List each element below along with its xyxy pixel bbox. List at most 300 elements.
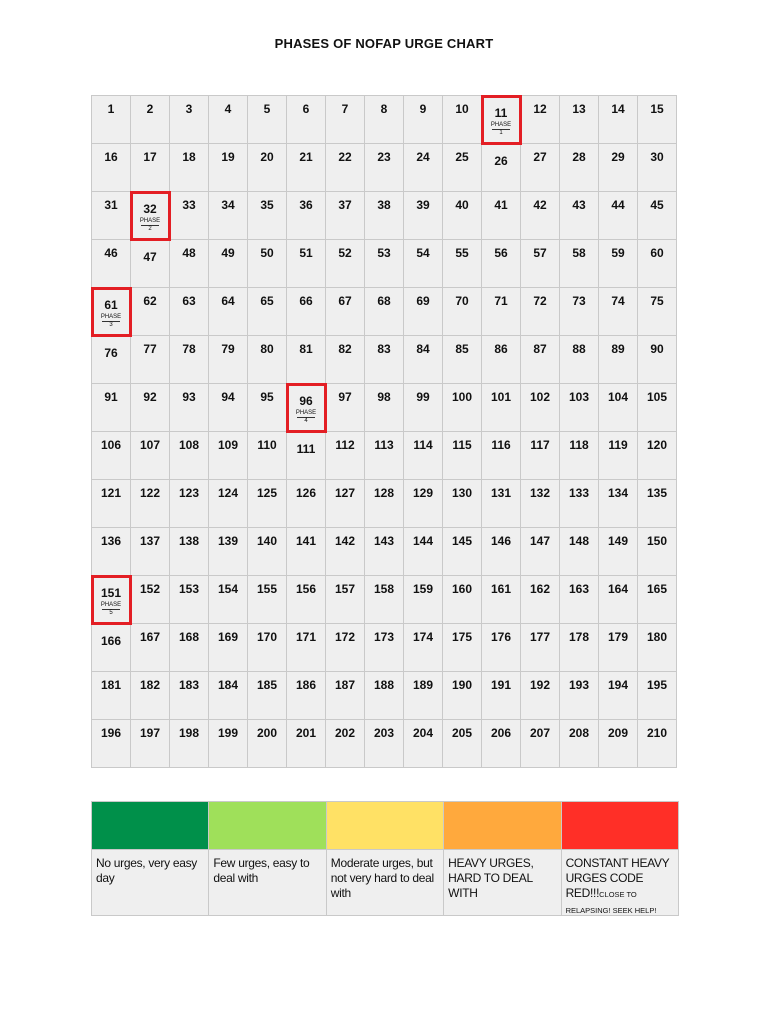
day-cell	[404, 672, 443, 720]
day-number: 10	[455, 102, 469, 116]
day-number: 116	[491, 438, 511, 452]
day-cell	[521, 144, 560, 192]
day-cell	[209, 672, 248, 720]
day-number: 115	[452, 438, 472, 452]
day-number: 93	[182, 390, 196, 404]
day-number: 34	[221, 198, 235, 212]
legend-text: Moderate urges, but not very hard to deal with	[330, 856, 434, 900]
day-cell	[365, 240, 404, 288]
day-number: 131	[490, 486, 512, 500]
day-number: 82	[338, 342, 352, 356]
day-number: 205	[451, 726, 473, 740]
day-cell	[482, 336, 521, 384]
day-cell	[404, 720, 443, 768]
day-number: 69	[416, 294, 430, 308]
day-number: 7	[341, 102, 349, 116]
day-number: 71	[494, 294, 508, 308]
day-cell	[443, 624, 482, 672]
day-cell	[638, 240, 677, 288]
phase-label: PHASE 3	[100, 314, 122, 328]
day-number: 182	[139, 678, 161, 692]
day-number: 107	[139, 438, 161, 452]
day-number: 112	[335, 438, 355, 452]
day-number: 28	[572, 150, 586, 164]
day-number: 70	[455, 294, 469, 308]
day-number: 2	[146, 102, 154, 116]
day-cell	[92, 432, 131, 480]
legend-note: CLOSE TO RELAPSING! SEEK HELP!	[565, 890, 657, 915]
day-number: 209	[607, 726, 629, 740]
day-number: 39	[416, 198, 430, 212]
day-cell	[365, 336, 404, 384]
day-cell	[599, 432, 638, 480]
day-cell	[599, 672, 638, 720]
day-cell	[521, 480, 560, 528]
day-number: 61	[104, 298, 118, 312]
day-cell	[170, 144, 209, 192]
day-number: 158	[373, 582, 395, 596]
day-number: 154	[217, 582, 239, 596]
day-number: 96	[299, 394, 313, 408]
day-cell	[560, 288, 599, 336]
day-number: 149	[607, 534, 629, 548]
day-number: 202	[334, 726, 356, 740]
legend-description	[209, 850, 326, 916]
day-cell	[443, 720, 482, 768]
legend-text: CONSTANT HEAVY URGES CODE RED!!!	[565, 856, 670, 900]
legend-swatch	[327, 802, 444, 850]
day-number: 81	[299, 342, 313, 356]
day-cell	[170, 336, 209, 384]
day-cell	[599, 480, 638, 528]
day-cell	[92, 384, 131, 432]
day-number: 55	[455, 246, 469, 260]
day-cell	[209, 624, 248, 672]
day-number: 4	[224, 102, 232, 116]
day-number: 21	[299, 150, 313, 164]
day-number: 66	[299, 294, 313, 308]
day-number: 113	[374, 438, 394, 452]
day-number: 129	[412, 486, 434, 500]
day-cell	[404, 528, 443, 576]
day-number: 46	[104, 246, 118, 260]
day-cell	[482, 528, 521, 576]
day-number: 164	[607, 582, 629, 596]
day-cell	[248, 528, 287, 576]
day-number: 90	[650, 342, 664, 356]
day-cell	[443, 192, 482, 240]
day-number: 6	[302, 102, 310, 116]
day-number: 173	[373, 630, 395, 644]
day-number: 25	[455, 150, 469, 164]
day-cell	[170, 672, 209, 720]
day-number: 17	[143, 150, 157, 164]
day-number: 161	[490, 582, 512, 596]
day-number: 146	[490, 534, 512, 548]
day-cell	[599, 624, 638, 672]
day-number: 76	[104, 346, 118, 360]
day-number: 184	[217, 678, 239, 692]
day-number: 139	[217, 534, 239, 548]
day-cell	[443, 144, 482, 192]
day-cell	[131, 528, 170, 576]
day-cell	[599, 240, 638, 288]
day-number: 110	[257, 438, 277, 452]
day-cell	[170, 384, 209, 432]
day-number: 79	[221, 342, 235, 356]
day-cell	[170, 432, 209, 480]
day-cell	[131, 672, 170, 720]
day-number: 186	[295, 678, 317, 692]
day-cell	[560, 720, 599, 768]
day-number: 64	[221, 294, 235, 308]
day-cell	[560, 432, 599, 480]
day-cell	[638, 528, 677, 576]
day-cell	[560, 480, 599, 528]
day-cell	[248, 720, 287, 768]
phase-label: PHASE 1	[490, 122, 512, 136]
day-cell	[638, 144, 677, 192]
day-number: 62	[143, 294, 157, 308]
day-cell	[326, 240, 365, 288]
day-number: 143	[373, 534, 395, 548]
day-number: 208	[568, 726, 590, 740]
day-cell	[326, 528, 365, 576]
day-cell	[209, 336, 248, 384]
urge-legend	[91, 801, 679, 916]
day-number: 195	[646, 678, 668, 692]
day-cell	[443, 432, 482, 480]
day-number: 14	[611, 102, 625, 116]
day-number: 165	[646, 582, 668, 596]
day-cell	[326, 480, 365, 528]
phase-cell	[92, 576, 131, 624]
day-cell	[560, 96, 599, 144]
day-number: 125	[256, 486, 278, 500]
day-number: 3	[185, 102, 193, 116]
day-number: 179	[607, 630, 629, 644]
day-number: 15	[650, 102, 664, 116]
day-number: 136	[100, 534, 122, 548]
day-cell	[560, 528, 599, 576]
day-number: 45	[650, 198, 664, 212]
day-number: 199	[217, 726, 239, 740]
day-cell	[482, 384, 521, 432]
day-number: 117	[530, 438, 550, 452]
day-cell	[599, 720, 638, 768]
day-number: 38	[377, 198, 391, 212]
day-number: 47	[143, 250, 157, 264]
day-number: 189	[412, 678, 434, 692]
day-number: 63	[182, 294, 196, 308]
day-cell	[560, 336, 599, 384]
day-number: 135	[646, 486, 668, 500]
day-cell	[482, 288, 521, 336]
day-cell	[287, 192, 326, 240]
day-cell	[521, 576, 560, 624]
day-number: 68	[377, 294, 391, 308]
day-cell	[287, 432, 326, 480]
day-cell	[209, 576, 248, 624]
day-cell	[326, 672, 365, 720]
day-number: 42	[533, 198, 547, 212]
day-cell	[92, 192, 131, 240]
day-number: 91	[104, 390, 118, 404]
day-cell	[131, 624, 170, 672]
day-cell	[638, 576, 677, 624]
day-cell	[365, 192, 404, 240]
day-number: 87	[533, 342, 547, 356]
day-cell	[326, 336, 365, 384]
day-number: 106	[100, 438, 122, 452]
day-number: 105	[646, 390, 668, 404]
day-cell	[209, 480, 248, 528]
day-number: 49	[221, 246, 235, 260]
day-number: 206	[490, 726, 512, 740]
day-number: 65	[260, 294, 274, 308]
day-cell	[521, 432, 560, 480]
phase-cell	[482, 96, 521, 144]
day-cell	[404, 192, 443, 240]
day-cell	[482, 672, 521, 720]
day-cell	[248, 96, 287, 144]
day-number: 26	[494, 154, 508, 168]
day-cell	[326, 624, 365, 672]
day-cell	[287, 624, 326, 672]
day-number: 141	[295, 534, 317, 548]
day-cell	[170, 528, 209, 576]
day-cell	[560, 384, 599, 432]
day-cell	[404, 480, 443, 528]
day-cell	[404, 96, 443, 144]
day-cell	[521, 96, 560, 144]
day-number: 126	[295, 486, 317, 500]
day-cell	[599, 528, 638, 576]
day-cell	[599, 336, 638, 384]
day-cell	[209, 432, 248, 480]
day-cell	[326, 432, 365, 480]
day-number: 20	[260, 150, 274, 164]
day-cell	[365, 144, 404, 192]
legend-text: HEAVY URGES, HARD TO DEAL WITH	[448, 856, 534, 900]
day-number: 51	[299, 246, 313, 260]
day-cell	[287, 288, 326, 336]
day-cell	[365, 576, 404, 624]
day-cell	[599, 192, 638, 240]
day-number: 121	[100, 486, 122, 500]
day-number: 156	[295, 582, 317, 596]
day-number: 180	[646, 630, 668, 644]
day-cell	[521, 240, 560, 288]
day-number: 9	[419, 102, 427, 116]
day-number: 130	[451, 486, 473, 500]
day-number: 175	[451, 630, 473, 644]
day-number: 196	[100, 726, 122, 740]
day-cell	[365, 624, 404, 672]
day-number: 134	[607, 486, 629, 500]
day-cell	[521, 528, 560, 576]
day-number: 35	[260, 198, 274, 212]
day-cell	[287, 480, 326, 528]
day-cell	[365, 528, 404, 576]
chart-title: PHASES OF NOFAP URGE CHART	[274, 36, 494, 51]
day-cell	[521, 672, 560, 720]
day-number: 152	[139, 582, 161, 596]
day-number: 36	[299, 198, 313, 212]
day-cell	[209, 528, 248, 576]
day-cell	[92, 480, 131, 528]
day-cell	[287, 336, 326, 384]
day-cell	[404, 576, 443, 624]
day-cell	[560, 672, 599, 720]
day-cell	[365, 384, 404, 432]
day-cell	[131, 240, 170, 288]
day-cell	[443, 384, 482, 432]
day-number: 109	[217, 438, 239, 452]
day-cell	[170, 624, 209, 672]
day-cell	[482, 192, 521, 240]
day-number: 172	[334, 630, 356, 644]
day-number: 120	[646, 438, 668, 452]
day-cell	[170, 192, 209, 240]
day-cell	[131, 384, 170, 432]
day-cell	[287, 528, 326, 576]
day-number: 170	[256, 630, 278, 644]
day-number: 174	[412, 630, 434, 644]
day-cell	[365, 96, 404, 144]
day-number: 19	[221, 150, 235, 164]
day-cell	[248, 576, 287, 624]
day-cell	[92, 528, 131, 576]
day-cell	[92, 720, 131, 768]
day-number: 67	[338, 294, 352, 308]
day-number: 5	[263, 102, 271, 116]
day-cell	[443, 240, 482, 288]
day-cell	[638, 192, 677, 240]
day-cell	[209, 720, 248, 768]
day-number: 169	[217, 630, 239, 644]
day-cell	[599, 144, 638, 192]
day-number: 98	[377, 390, 391, 404]
day-grid	[91, 95, 677, 768]
day-cell	[92, 336, 131, 384]
day-number: 191	[490, 678, 512, 692]
day-number: 48	[182, 246, 196, 260]
day-cell	[443, 480, 482, 528]
day-cell	[443, 672, 482, 720]
day-cell	[209, 288, 248, 336]
day-cell	[170, 96, 209, 144]
day-cell	[443, 96, 482, 144]
day-number: 132	[529, 486, 551, 500]
day-cell	[131, 336, 170, 384]
day-number: 176	[490, 630, 512, 644]
day-number: 31	[104, 198, 118, 212]
day-number: 137	[139, 534, 161, 548]
day-cell	[326, 288, 365, 336]
day-number: 155	[256, 582, 278, 596]
day-number: 74	[611, 294, 625, 308]
day-cell	[638, 384, 677, 432]
day-number: 108	[178, 438, 200, 452]
day-number: 29	[611, 150, 625, 164]
day-number: 207	[529, 726, 551, 740]
day-cell	[248, 240, 287, 288]
day-cell	[443, 288, 482, 336]
day-cell	[248, 192, 287, 240]
day-number: 57	[533, 246, 547, 260]
legend-description	[92, 850, 209, 916]
day-number: 100	[451, 390, 473, 404]
day-number: 192	[529, 678, 551, 692]
day-cell	[599, 576, 638, 624]
day-cell	[170, 576, 209, 624]
day-number: 127	[334, 486, 356, 500]
legend-description	[327, 850, 444, 916]
day-number: 59	[611, 246, 625, 260]
day-cell	[365, 672, 404, 720]
day-number: 99	[416, 390, 430, 404]
phase-label: PHASE 2	[139, 218, 161, 232]
phase-label: PHASE 4	[295, 410, 317, 424]
day-cell	[287, 144, 326, 192]
day-cell	[287, 672, 326, 720]
day-number: 142	[334, 534, 356, 548]
day-cell	[638, 720, 677, 768]
day-number: 203	[373, 726, 395, 740]
day-cell	[209, 192, 248, 240]
day-cell	[92, 672, 131, 720]
day-cell	[248, 480, 287, 528]
legend-description	[562, 850, 679, 916]
day-number: 88	[572, 342, 586, 356]
day-number: 201	[295, 726, 317, 740]
day-number: 23	[377, 150, 391, 164]
day-cell	[404, 432, 443, 480]
day-number: 177	[529, 630, 551, 644]
day-cell	[404, 384, 443, 432]
day-cell	[92, 624, 131, 672]
day-cell	[365, 432, 404, 480]
day-number: 159	[412, 582, 434, 596]
phase-cell	[287, 384, 326, 432]
day-cell	[638, 96, 677, 144]
day-number: 198	[178, 726, 200, 740]
day-cell	[92, 96, 131, 144]
day-number: 22	[338, 150, 352, 164]
day-number: 53	[377, 246, 391, 260]
day-cell	[287, 720, 326, 768]
day-number: 86	[494, 342, 508, 356]
day-number: 95	[260, 390, 274, 404]
day-cell	[131, 480, 170, 528]
day-number: 133	[568, 486, 590, 500]
day-cell	[170, 288, 209, 336]
day-number: 11	[494, 106, 508, 120]
day-cell	[482, 432, 521, 480]
day-number: 181	[100, 678, 122, 692]
day-number: 145	[451, 534, 473, 548]
day-cell	[404, 336, 443, 384]
day-number: 148	[568, 534, 590, 548]
day-cell	[326, 576, 365, 624]
day-number: 157	[334, 582, 356, 596]
day-number: 40	[455, 198, 469, 212]
day-cell	[326, 720, 365, 768]
day-cell	[170, 480, 209, 528]
phase-cell	[92, 288, 131, 336]
day-number: 97	[338, 390, 352, 404]
